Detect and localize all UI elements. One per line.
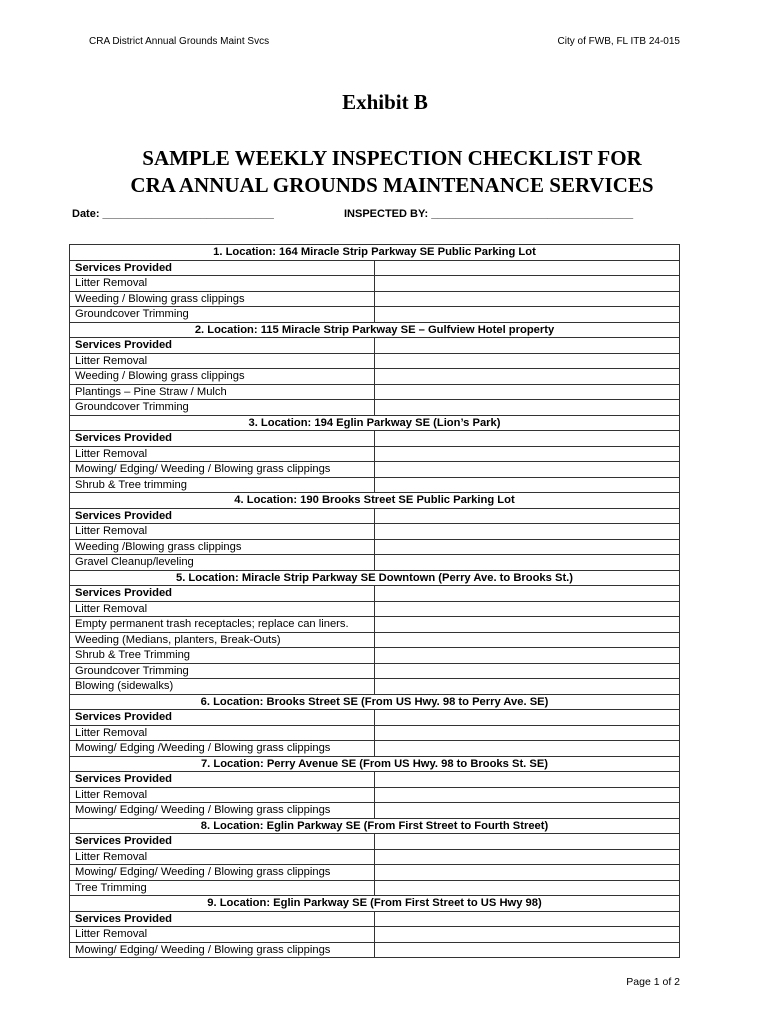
inspection-notes-cell[interactable] <box>375 462 680 478</box>
inspection-notes-cell[interactable] <box>375 539 680 555</box>
service-row <box>70 555 680 571</box>
location-header-row <box>70 322 680 338</box>
service-name: Litter Removal <box>70 276 375 292</box>
service-name: Litter Removal <box>70 524 375 540</box>
location-title: 4. Location: 190 Brooks Street SE Public Parking Lot <box>70 493 680 509</box>
services-provided-label: Services Provided <box>70 710 375 726</box>
service-row <box>70 741 680 757</box>
service-row <box>70 787 680 803</box>
service-name: Empty permanent trash receptacles; replace can liners. <box>70 617 375 633</box>
services-provided-row <box>70 260 680 276</box>
services-provided-label: Services Provided <box>70 338 375 354</box>
exhibit-label: Exhibit B <box>342 90 428 114</box>
running-header-left: CRA District Annual Grounds Maint Svcs <box>89 36 270 47</box>
inspection-checklist-table <box>69 244 680 958</box>
service-row <box>70 291 680 307</box>
location-header-row <box>70 896 680 912</box>
service-row <box>70 539 680 555</box>
services-provided-row <box>70 710 680 726</box>
location-header-row <box>70 818 680 834</box>
inspection-notes-cell[interactable] <box>375 446 680 462</box>
service-row <box>70 865 680 881</box>
services-provided-label: Services Provided <box>70 508 375 524</box>
service-name: Blowing (sidewalks) <box>70 679 375 695</box>
service-name: Shrub & Tree trimming <box>70 477 375 493</box>
inspection-notes-cell[interactable] <box>375 911 680 927</box>
service-name: Groundcover Trimming <box>70 307 375 323</box>
service-row <box>70 400 680 416</box>
service-row <box>70 679 680 695</box>
location-title: 3. Location: 194 Eglin Parkway SE (Lion’s Park) <box>70 415 680 431</box>
service-row <box>70 384 680 400</box>
services-provided-row <box>70 586 680 602</box>
service-row <box>70 648 680 664</box>
service-row <box>70 462 680 478</box>
services-provided-label: Services Provided <box>70 260 375 276</box>
checklist-body <box>70 245 680 958</box>
service-name: Mowing/ Edging/ Weeding / Blowing grass clippings <box>70 462 375 478</box>
service-name: Litter Removal <box>70 927 375 943</box>
service-name: Litter Removal <box>70 353 375 369</box>
inspection-notes-cell[interactable] <box>375 586 680 602</box>
inspection-notes-cell[interactable] <box>375 477 680 493</box>
location-header-row <box>70 245 680 261</box>
inspection-notes-cell[interactable] <box>375 260 680 276</box>
inspection-notes-cell[interactable] <box>375 353 680 369</box>
running-header-right: City of FWB, FL ITB 24-015 <box>557 36 680 47</box>
service-row <box>70 617 680 633</box>
service-name: Groundcover Trimming <box>70 663 375 679</box>
inspection-notes-cell[interactable] <box>375 942 680 958</box>
service-name: Groundcover Trimming <box>70 400 375 416</box>
location-header-row <box>70 756 680 772</box>
inspection-notes-cell[interactable] <box>375 369 680 385</box>
service-row <box>70 725 680 741</box>
service-name: Litter Removal <box>70 849 375 865</box>
service-name: Mowing/ Edging/ Weeding / Blowing grass clippings <box>70 803 375 819</box>
date-field[interactable]: Date: ____________________________ <box>72 208 274 220</box>
inspection-notes-cell[interactable] <box>375 276 680 292</box>
service-name: Mowing/ Edging/ Weeding / Blowing grass clippings <box>70 865 375 881</box>
inspection-notes-cell[interactable] <box>375 400 680 416</box>
service-row <box>70 880 680 896</box>
services-provided-row <box>70 338 680 354</box>
inspection-notes-cell[interactable] <box>375 880 680 896</box>
page-number: Page 1 of 2 <box>626 976 680 988</box>
inspection-notes-cell[interactable] <box>375 632 680 648</box>
service-row <box>70 849 680 865</box>
location-title: 8. Location: Eglin Parkway SE (From First Street to Fourth Street) <box>70 818 680 834</box>
service-row <box>70 307 680 323</box>
services-provided-row <box>70 431 680 447</box>
inspection-notes-cell[interactable] <box>375 508 680 524</box>
document-title <box>0 145 770 199</box>
service-name: Litter Removal <box>70 446 375 462</box>
inspection-notes-cell[interactable] <box>375 803 680 819</box>
service-name: Litter Removal <box>70 787 375 803</box>
location-header-row <box>70 415 680 431</box>
service-row <box>70 663 680 679</box>
service-name: Weeding / Blowing grass clippings <box>70 369 375 385</box>
services-provided-label: Services Provided <box>70 834 375 850</box>
inspection-notes-cell[interactable] <box>375 849 680 865</box>
location-title: 7. Location: Perry Avenue SE (From US Hwy. 98 to Brooks St. SE) <box>70 756 680 772</box>
inspection-notes-cell[interactable] <box>375 431 680 447</box>
service-row <box>70 632 680 648</box>
services-provided-row <box>70 772 680 788</box>
service-row <box>70 524 680 540</box>
service-row <box>70 369 680 385</box>
service-row <box>70 927 680 943</box>
inspection-notes-cell[interactable] <box>375 524 680 540</box>
inspection-notes-cell[interactable] <box>375 710 680 726</box>
inspection-notes-cell[interactable] <box>375 927 680 943</box>
service-name: Tree Trimming <box>70 880 375 896</box>
location-title: 5. Location: Miracle Strip Parkway SE Downtown (Perry Ave. to Brooks St.) <box>70 570 680 586</box>
location-title: 2. Location: 115 Miracle Strip Parkway SE – Gulfview Hotel property <box>70 322 680 338</box>
location-title: 9. Location: Eglin Parkway SE (From First Street to US Hwy 98) <box>70 896 680 912</box>
service-row <box>70 276 680 292</box>
location-header-row <box>70 570 680 586</box>
inspection-notes-cell[interactable] <box>375 865 680 881</box>
inspection-notes-cell[interactable] <box>375 772 680 788</box>
inspection-notes-cell[interactable] <box>375 384 680 400</box>
service-name: Litter Removal <box>70 725 375 741</box>
service-name: Mowing/ Edging /Weeding / Blowing grass clippings <box>70 741 375 757</box>
service-row <box>70 601 680 617</box>
services-provided-row <box>70 834 680 850</box>
service-name: Plantings – Pine Straw / Mulch <box>70 384 375 400</box>
service-row <box>70 353 680 369</box>
service-name: Weeding / Blowing grass clippings <box>70 291 375 307</box>
services-provided-label: Services Provided <box>70 586 375 602</box>
services-provided-row <box>70 508 680 524</box>
service-row <box>70 446 680 462</box>
inspection-notes-cell[interactable] <box>375 617 680 633</box>
service-name: Weeding /Blowing grass clippings <box>70 539 375 555</box>
service-row <box>70 942 680 958</box>
service-name: Mowing/ Edging/ Weeding / Blowing grass clippings <box>70 942 375 958</box>
service-name: Gravel Cleanup/leveling <box>70 555 375 571</box>
service-name: Weeding (Medians, planters, Break-Outs) <box>70 632 375 648</box>
inspection-notes-cell[interactable] <box>375 679 680 695</box>
inspection-notes-cell[interactable] <box>375 555 680 571</box>
inspection-notes-cell[interactable] <box>375 725 680 741</box>
title-line-1: SAMPLE WEEKLY INSPECTION CHECKLIST FOR <box>142 146 642 170</box>
service-row <box>70 803 680 819</box>
inspection-notes-cell[interactable] <box>375 787 680 803</box>
inspected-by-field[interactable]: INSPECTED BY: _________________________________ <box>344 208 634 220</box>
services-provided-label: Services Provided <box>70 911 375 927</box>
service-name: Litter Removal <box>70 601 375 617</box>
inspection-notes-cell[interactable] <box>375 663 680 679</box>
inspection-notes-cell[interactable] <box>375 648 680 664</box>
location-title: 6. Location: Brooks Street SE (From US Hwy. 98 to Perry Ave. SE) <box>70 694 680 710</box>
inspection-notes-cell[interactable] <box>375 834 680 850</box>
location-header-row <box>70 493 680 509</box>
services-provided-label: Services Provided <box>70 772 375 788</box>
service-row <box>70 477 680 493</box>
inspection-notes-cell[interactable] <box>375 338 680 354</box>
inspection-notes-cell[interactable] <box>375 601 680 617</box>
services-provided-label: Services Provided <box>70 431 375 447</box>
inspection-notes-cell[interactable] <box>375 291 680 307</box>
inspection-notes-cell[interactable] <box>375 307 680 323</box>
location-title: 1. Location: 164 Miracle Strip Parkway SE Public Parking Lot <box>70 245 680 261</box>
service-name: Shrub & Tree Trimming <box>70 648 375 664</box>
location-header-row <box>70 694 680 710</box>
services-provided-row <box>70 911 680 927</box>
title-line-2: CRA ANNUAL GROUNDS MAINTENANCE SERVICES <box>130 173 654 197</box>
inspection-notes-cell[interactable] <box>375 741 680 757</box>
